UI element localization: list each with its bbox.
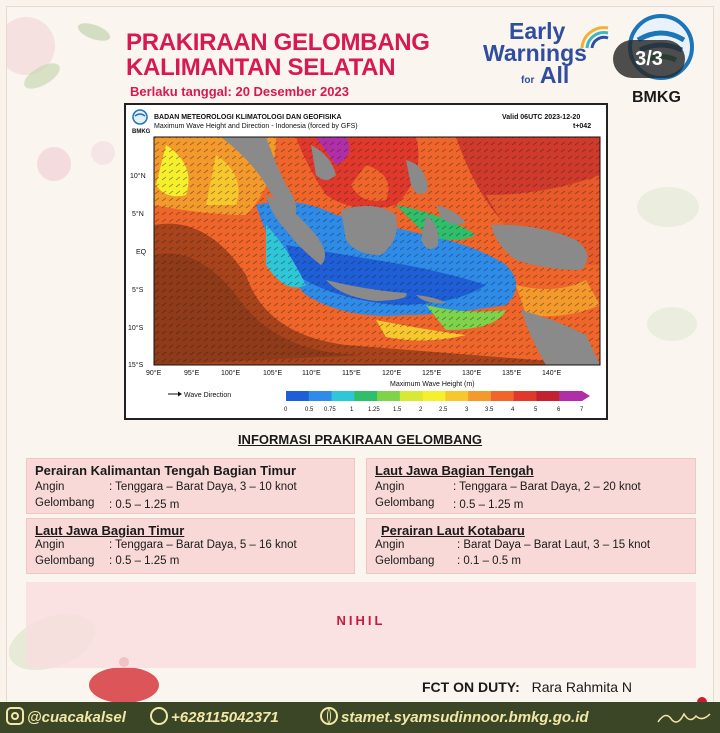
angin-label: Angin	[35, 539, 65, 551]
ewfa-for: for	[521, 75, 535, 86]
colorbar-tick: 3	[465, 407, 469, 413]
title-line-2: KALIMANTAN SELATAN	[126, 54, 396, 81]
nihil-label: NIHIL	[336, 613, 386, 628]
whatsapp-link[interactable]	[150, 707, 279, 726]
area-card	[366, 518, 696, 574]
colorbar-tick: 6	[557, 407, 561, 413]
page-title	[126, 30, 430, 80]
gelombang-label: Gelombang	[35, 555, 95, 567]
colorbar-tick: 3.5	[485, 407, 494, 413]
angin-value: : Barat Daya – Barat Laut, 3 – 15 knot	[457, 539, 651, 551]
lat-label: 10°N	[130, 173, 146, 180]
gelombang-label: Gelombang	[35, 497, 95, 509]
gelombang-value: : 0.5 – 1.25 m	[109, 555, 180, 567]
colorbar-segment	[286, 391, 309, 401]
colorbar-segment	[491, 391, 514, 401]
colorbar-segment	[468, 391, 491, 401]
lon-label: 115°E	[342, 370, 361, 377]
colorbar-segment	[423, 391, 446, 401]
map-caption: Maximum Wave Height and Direction - Indonesia (forced by GFS)	[154, 123, 358, 130]
gelombang-value: : 0.5 – 1.25 m	[453, 499, 524, 511]
wave-height-field	[154, 137, 600, 365]
decor-bubble	[637, 187, 699, 227]
lat-label: 15°S	[128, 362, 144, 369]
area-card	[366, 458, 696, 514]
angin-value: : Tenggara – Barat Daya, 5 – 16 knot	[109, 539, 297, 551]
map-agency: BADAN METEOROLOGI KLIMATOLOGI DAN GEOFISIKA	[154, 114, 342, 121]
colorbar-tick: 1.5	[393, 407, 402, 413]
colorbar-segment	[445, 391, 468, 401]
lon-label: 105°E	[263, 370, 283, 377]
lat-label: 5°N	[132, 211, 144, 218]
angin-value: : Tenggara – Barat Daya, 2 – 20 knot	[453, 481, 641, 493]
map-valid: Valid 06UTC 2023-12-20	[502, 114, 581, 121]
wave-map-svg	[126, 105, 606, 418]
lon-label: 110°E	[302, 370, 321, 377]
whatsapp-number: +628115042371	[171, 709, 279, 726]
colorbar-tick: 2	[419, 407, 423, 413]
angin-value: : Tenggara – Barat Daya, 3 – 10 knot	[109, 481, 297, 493]
gelombang-label: Gelombang	[375, 555, 435, 567]
lon-label: 120°E	[382, 370, 402, 377]
colorbar-tick: 1	[350, 407, 354, 413]
bmkg-label: BMKG	[632, 89, 681, 106]
area-name: Perairan Laut Kotabaru	[381, 523, 525, 538]
decor-poinsettia	[89, 667, 159, 703]
gelombang-value: : 0.5 – 1.25 m	[109, 499, 180, 511]
colorbar-tick: 1.25	[368, 407, 380, 413]
latitude-labels	[128, 172, 147, 369]
colorbar-segment	[536, 391, 559, 401]
colorbar-ticks	[284, 407, 584, 413]
colorbar-segment	[332, 391, 355, 401]
map-logo-text: BMKG	[132, 129, 151, 135]
colorbar-segment	[377, 391, 400, 401]
map-lead: t+042	[573, 123, 592, 130]
angin-label: Angin	[375, 481, 405, 493]
lon-label: 135°E	[502, 370, 522, 377]
colorbar-tick: 0.75	[324, 407, 336, 413]
whatsapp-icon	[150, 707, 168, 725]
gelombang-label: Gelombang	[375, 497, 435, 509]
colorbar-segment	[400, 391, 423, 401]
lon-label: 95°E	[184, 370, 200, 377]
colorbar-title: Maximum Wave Height (m)	[390, 381, 475, 388]
bmkg-mini-logo-icon	[133, 110, 147, 124]
website-url: stamet.syamsudinnoor.bmkg.go.id	[341, 709, 589, 726]
lat-label: EQ	[136, 249, 147, 256]
lon-label: 90°E	[146, 370, 162, 377]
valid-date: Berlaku tanggal: 20 Desember 2023	[130, 84, 349, 99]
instagram-handle: @cuacakalsel	[27, 709, 126, 726]
area-name: Laut Jawa Bagian Timur	[35, 523, 185, 538]
early-warnings-logo	[483, 20, 587, 92]
lat-label: 10°S	[128, 325, 144, 332]
ewfa-arc-icon	[578, 22, 612, 50]
instagram-link[interactable]	[6, 707, 126, 726]
globe-icon	[320, 707, 338, 725]
ewfa-line-3	[521, 64, 587, 92]
area-name: Perairan Kalimantan Tengah Bagian Timur	[35, 463, 297, 478]
colorbar-tick: 2.5	[439, 407, 448, 413]
wave-direction-label: Wave Direction	[184, 392, 232, 399]
instagram-icon	[6, 707, 24, 725]
colorbar-extend	[582, 391, 590, 401]
signature-icon	[656, 708, 712, 728]
colorbar-segment	[309, 391, 332, 401]
decor-bubble	[76, 20, 113, 45]
colorbar-tick: 0.5	[305, 407, 314, 413]
warning-box	[26, 582, 696, 668]
area-card	[26, 458, 355, 514]
colorbar-segment	[559, 391, 582, 401]
website-link[interactable]	[320, 707, 589, 726]
ewfa-all: All	[539, 62, 570, 88]
ewfa-line-1: Early	[509, 18, 566, 44]
fct-name: Rara Rahmita N	[531, 679, 632, 695]
longitude-labels	[146, 369, 561, 377]
decor-bubble	[37, 147, 71, 181]
fct-on-duty	[422, 679, 632, 695]
title-line-1: PRAKIRAAN GELOMBANG	[126, 29, 430, 56]
wave-map-figure	[124, 103, 608, 420]
area-name: Laut Jawa Bagian Tengah	[375, 463, 534, 478]
colorbar-tick: 7	[580, 407, 584, 413]
wave-direction-arrow-icon	[168, 392, 182, 397]
ewfa-line-2: Warnings	[483, 40, 587, 66]
decor-bubble	[647, 307, 697, 341]
lon-label: 125°E	[422, 370, 442, 377]
gelombang-value: : 0.1 – 0.5 m	[457, 555, 521, 567]
angin-label: Angin	[35, 481, 65, 493]
area-card	[26, 518, 355, 574]
angin-label: Angin	[375, 539, 405, 551]
colorbar-segment	[514, 391, 537, 401]
fct-label: FCT ON DUTY:	[422, 679, 520, 695]
footer-bar	[0, 702, 720, 733]
lon-label: 140°E	[542, 370, 562, 377]
colorbar-segment	[354, 391, 377, 401]
colorbar	[286, 391, 590, 401]
lon-label: 100°E	[221, 370, 241, 377]
lon-label: 130°E	[462, 370, 482, 377]
decor-bubble	[91, 141, 115, 165]
colorbar-tick: 0	[284, 407, 288, 413]
lat-label: 5°S	[132, 287, 144, 294]
info-section-title: INFORMASI PRAKIRAAN GELOMBANG	[237, 432, 483, 447]
slide-counter[interactable]: 3/3	[613, 40, 685, 78]
colorbar-tick: 4	[511, 407, 515, 413]
colorbar-tick: 5	[534, 407, 538, 413]
